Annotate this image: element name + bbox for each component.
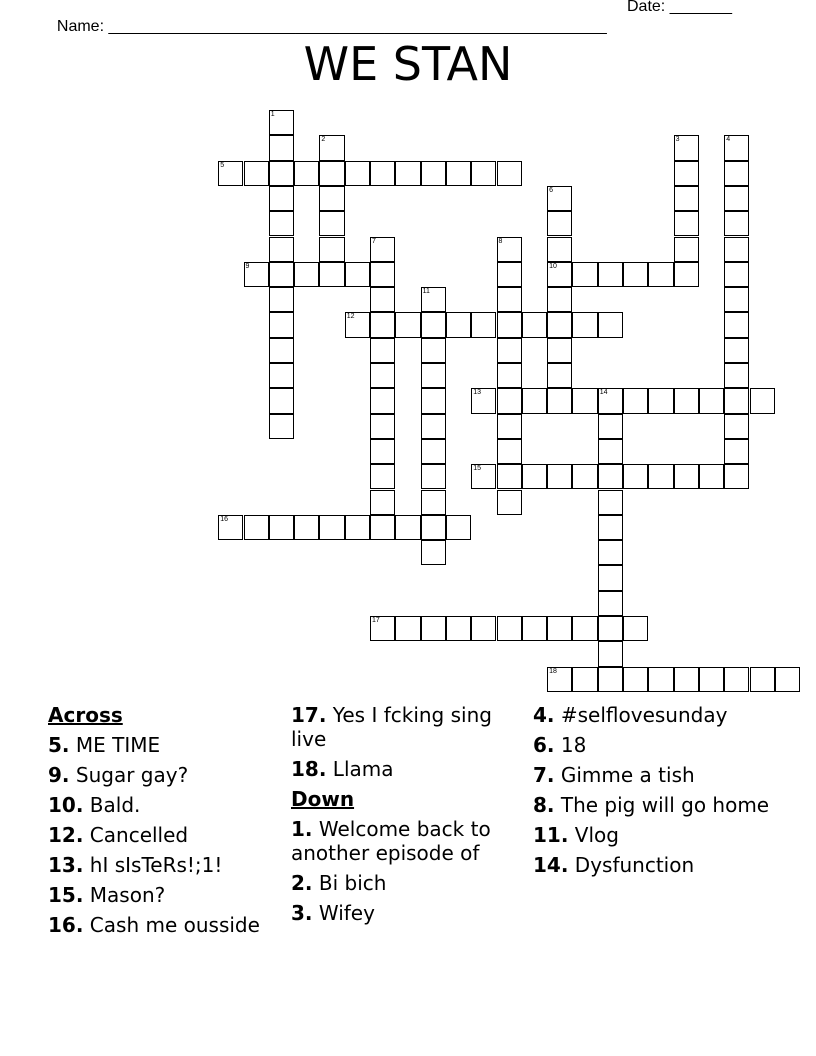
clue-text: Yes I fcking sing live	[291, 703, 492, 751]
grid-cell[interactable]	[699, 388, 724, 413]
clue-number: 17.	[291, 703, 327, 727]
grid-cell[interactable]	[269, 237, 294, 262]
grid-cell[interactable]	[724, 414, 749, 439]
clue-number: 3.	[291, 901, 313, 925]
grid-cell[interactable]	[497, 338, 522, 363]
clue-text: Mason?	[89, 883, 166, 907]
grid-cell[interactable]	[269, 287, 294, 312]
grid-cell[interactable]	[724, 237, 749, 262]
grid-cell[interactable]	[446, 312, 471, 337]
grid-cell[interactable]	[497, 464, 522, 489]
grid-cell[interactable]	[345, 161, 370, 186]
grid-cell[interactable]	[724, 363, 749, 388]
clue-down-4	[533, 703, 773, 727]
clue-number: 7.	[533, 763, 555, 787]
grid-cell[interactable]	[370, 363, 395, 388]
grid-cell[interactable]	[547, 211, 572, 236]
grid-cell[interactable]	[724, 667, 749, 692]
grid-cell[interactable]	[269, 515, 294, 540]
grid-cell[interactable]	[724, 186, 749, 211]
grid-cell[interactable]	[598, 616, 623, 641]
clue-across-12	[48, 823, 284, 847]
grid-cell[interactable]	[623, 464, 648, 489]
grid-cell[interactable]	[421, 490, 446, 515]
cell-number: 5	[220, 161, 225, 169]
cell-number: 2	[321, 136, 326, 144]
grid-cell[interactable]	[370, 616, 395, 641]
grid-cell[interactable]	[471, 312, 496, 337]
clue-text: Wifey	[318, 901, 375, 925]
grid-cell[interactable]	[370, 161, 395, 186]
grid-cell[interactable]	[522, 312, 547, 337]
grid-cell[interactable]	[724, 312, 749, 337]
cell-number: 8	[498, 237, 503, 245]
clue-across-5	[48, 733, 284, 757]
grid-cell[interactable]	[269, 262, 294, 287]
grid-cell[interactable]	[269, 312, 294, 337]
grid-cell[interactable]	[724, 464, 749, 489]
clue-text: Cancelled	[89, 823, 189, 847]
clue-number: 5.	[48, 733, 70, 757]
grid-cell[interactable]	[269, 363, 294, 388]
grid-cell[interactable]	[497, 161, 522, 186]
grid-cell[interactable]	[319, 135, 344, 160]
grid-cell[interactable]	[623, 388, 648, 413]
cell-number: 13	[473, 389, 481, 397]
grid-cell[interactable]	[674, 186, 699, 211]
cell-number: 6	[549, 186, 553, 194]
clue-number: 18.	[291, 757, 327, 781]
grid-cell[interactable]	[598, 262, 623, 287]
cell-number: 4	[726, 136, 731, 144]
grid-cell[interactable]	[244, 262, 269, 287]
clue-text: Bi bich	[318, 871, 387, 895]
clue-down-8	[533, 793, 773, 817]
grid-cell[interactable]	[623, 262, 648, 287]
grid-cell[interactable]	[345, 312, 370, 337]
grid-cell[interactable]	[699, 667, 724, 692]
grid-cell[interactable]	[547, 237, 572, 262]
grid-cell[interactable]	[370, 515, 395, 540]
date-field[interactable]: Date: _______	[627, 0, 732, 15]
clue-text: Vlog	[574, 823, 619, 847]
grid-cell[interactable]	[648, 464, 673, 489]
grid-cell[interactable]	[497, 388, 522, 413]
grid-cell[interactable]	[598, 540, 623, 565]
grid-cell[interactable]	[497, 312, 522, 337]
clue-across-13	[48, 853, 284, 877]
grid-cell[interactable]	[471, 464, 496, 489]
clue-number: 12.	[48, 823, 84, 847]
clue-text: Dysfunction	[574, 853, 695, 877]
clue-down-6	[533, 733, 773, 757]
grid-cell[interactable]	[497, 414, 522, 439]
grid-cell[interactable]	[674, 262, 699, 287]
grid-cell[interactable]	[269, 161, 294, 186]
grid-cell[interactable]	[218, 515, 243, 540]
grid-cell[interactable]	[547, 262, 572, 287]
grid-cell[interactable]	[522, 616, 547, 641]
grid-cell[interactable]	[598, 388, 623, 413]
grid-cell[interactable]	[244, 161, 269, 186]
grid-cell[interactable]	[572, 464, 597, 489]
cell-number: 10	[549, 262, 557, 270]
grid-cell[interactable]	[446, 515, 471, 540]
cell-number: 1	[270, 111, 275, 118]
clue-text: hI sIsTeRs!;1!	[89, 853, 223, 877]
grid-cell[interactable]	[421, 414, 446, 439]
clue-number: 2.	[291, 871, 313, 895]
grid-cell[interactable]	[497, 490, 522, 515]
grid-cell[interactable]	[598, 439, 623, 464]
grid-cell[interactable]	[395, 312, 420, 337]
grid-cell[interactable]	[446, 161, 471, 186]
grid-cell[interactable]	[674, 237, 699, 262]
grid-cell[interactable]	[269, 135, 294, 160]
grid-cell[interactable]	[395, 515, 420, 540]
grid-cell[interactable]	[395, 616, 420, 641]
grid-cell[interactable]	[471, 161, 496, 186]
clue-number: 13.	[48, 853, 84, 877]
clue-number: 15.	[48, 883, 84, 907]
clue-text: The pig will go home	[560, 793, 770, 817]
clue-across-18	[291, 757, 521, 781]
grid-cell[interactable]	[547, 363, 572, 388]
grid-cell[interactable]	[421, 515, 446, 540]
grid-cell[interactable]	[319, 237, 344, 262]
grid-cell[interactable]	[471, 616, 496, 641]
grid-cell[interactable]	[269, 186, 294, 211]
grid-cell[interactable]	[370, 237, 395, 262]
clue-across-16	[48, 913, 284, 937]
grid-cell[interactable]	[421, 540, 446, 565]
grid-cell[interactable]	[572, 388, 597, 413]
grid-cell[interactable]	[674, 464, 699, 489]
grid-cell[interactable]	[623, 616, 648, 641]
clue-down-1	[291, 817, 521, 865]
grid-cell[interactable]	[370, 388, 395, 413]
grid-cell[interactable]	[497, 363, 522, 388]
grid-cell[interactable]	[319, 161, 344, 186]
grid-cell[interactable]	[345, 262, 370, 287]
grid-cell[interactable]	[775, 667, 800, 692]
clue-number: 9.	[48, 763, 70, 787]
grid-cell[interactable]	[674, 135, 699, 160]
grid-cell[interactable]	[421, 464, 446, 489]
cell-number: 14	[599, 389, 608, 397]
grid-cell[interactable]	[547, 287, 572, 312]
cell-number: 12	[346, 313, 355, 321]
grid-cell[interactable]	[269, 388, 294, 413]
clue-down-14	[533, 853, 773, 877]
cell-number: 11	[422, 288, 430, 296]
grid-cell[interactable]	[395, 161, 420, 186]
clue-number: 14.	[533, 853, 569, 877]
grid-cell[interactable]	[421, 439, 446, 464]
cell-number: 16	[220, 515, 228, 523]
grid-cell[interactable]	[497, 287, 522, 312]
grid-cell[interactable]	[497, 237, 522, 262]
grid-cell[interactable]	[699, 464, 724, 489]
grid-cell[interactable]	[598, 464, 623, 489]
clue-text: #selflovesunday	[560, 703, 728, 727]
grid-cell[interactable]	[370, 312, 395, 337]
clue-number: 16.	[48, 913, 84, 937]
grid-cell[interactable]	[547, 186, 572, 211]
grid-cell[interactable]	[572, 312, 597, 337]
grid-cell[interactable]	[547, 616, 572, 641]
grid-cell[interactable]	[598, 591, 623, 616]
grid-cell[interactable]	[522, 464, 547, 489]
grid-cell[interactable]	[370, 262, 395, 287]
grid-cell[interactable]	[244, 515, 269, 540]
grid-cell[interactable]	[345, 515, 370, 540]
clue-down-7	[533, 763, 773, 787]
grid-cell[interactable]	[269, 211, 294, 236]
grid-cell[interactable]	[572, 616, 597, 641]
clue-down-3	[291, 901, 521, 925]
grid-cell[interactable]	[370, 464, 395, 489]
clue-across-10	[48, 793, 284, 817]
grid-cell[interactable]	[370, 287, 395, 312]
grid-cell[interactable]	[674, 161, 699, 186]
grid-cell[interactable]	[370, 338, 395, 363]
grid-cell[interactable]	[497, 262, 522, 287]
cell-number: 7	[372, 237, 376, 245]
clue-number: 4.	[533, 703, 555, 727]
clue-down-2	[291, 871, 521, 895]
grid-cell[interactable]	[294, 262, 319, 287]
grid-cell[interactable]	[421, 287, 446, 312]
cell-number: 18	[549, 667, 557, 675]
cell-number: 9	[245, 262, 250, 270]
grid-cell[interactable]	[421, 338, 446, 363]
grid-cell[interactable]	[446, 616, 471, 641]
grid-cell[interactable]	[547, 464, 572, 489]
grid-cell[interactable]	[471, 388, 496, 413]
grid-cell[interactable]	[674, 211, 699, 236]
grid-cell[interactable]	[547, 388, 572, 413]
grid-cell[interactable]	[674, 667, 699, 692]
clue-number: 8.	[533, 793, 555, 817]
grid-cell[interactable]	[598, 641, 623, 666]
grid-cell[interactable]	[648, 388, 673, 413]
down-heading: Down	[291, 787, 355, 811]
grid-cell[interactable]	[497, 439, 522, 464]
clue-down-11	[533, 823, 773, 847]
grid-cell[interactable]	[319, 211, 344, 236]
grid-cell[interactable]	[648, 667, 673, 692]
grid-cell[interactable]	[370, 490, 395, 515]
clue-number: 1.	[291, 817, 313, 841]
grid-cell[interactable]	[598, 312, 623, 337]
grid-cell[interactable]	[572, 262, 597, 287]
grid-cell[interactable]	[269, 110, 294, 135]
clue-text: Llama	[332, 757, 394, 781]
grid-cell[interactable]	[724, 135, 749, 160]
grid-cell[interactable]	[294, 515, 319, 540]
cell-number: 15	[473, 465, 481, 473]
grid-cell[interactable]	[497, 616, 522, 641]
grid-cell[interactable]	[269, 338, 294, 363]
grid-cell[interactable]	[724, 287, 749, 312]
grid-cell[interactable]	[522, 388, 547, 413]
clue-text: Gimme a tish	[560, 763, 695, 787]
grid-cell[interactable]	[218, 161, 243, 186]
grid-cell[interactable]	[421, 388, 446, 413]
clue-number: 6.	[533, 733, 555, 757]
grid-cell[interactable]	[421, 161, 446, 186]
grid-cell[interactable]	[598, 515, 623, 540]
name-field[interactable]: Name: ________________________________________________________	[56, 18, 607, 35]
grid-cell[interactable]	[547, 338, 572, 363]
clue-across-17	[291, 703, 521, 751]
grid-cell[interactable]	[750, 388, 775, 413]
across-heading: Across	[48, 703, 123, 727]
cell-number: 17	[372, 617, 380, 624]
grid-cell[interactable]	[421, 312, 446, 337]
grid-cell[interactable]	[547, 312, 572, 337]
grid-cell[interactable]	[319, 186, 344, 211]
grid-cell[interactable]	[674, 388, 699, 413]
grid-cell[interactable]	[370, 439, 395, 464]
clue-text: Cash me ousside	[89, 913, 260, 937]
grid-cell[interactable]	[294, 161, 319, 186]
clue-text: Sugar gay?	[75, 763, 189, 787]
grid-cell[interactable]	[724, 161, 749, 186]
grid-cell[interactable]	[724, 439, 749, 464]
clue-number: 11.	[533, 823, 569, 847]
grid-cell[interactable]	[370, 414, 395, 439]
clue-text: Welcome back to another episode of	[291, 817, 491, 865]
grid-cell[interactable]	[572, 667, 597, 692]
grid-cell[interactable]	[269, 414, 294, 439]
grid-cell[interactable]	[598, 490, 623, 515]
grid-cell[interactable]	[547, 667, 572, 692]
clue-across-9	[48, 763, 284, 787]
cell-number: 3	[675, 136, 680, 144]
clues-column-3	[533, 703, 773, 883]
grid-cell[interactable]	[598, 565, 623, 590]
grid-cell[interactable]	[724, 338, 749, 363]
clues-column-1	[48, 703, 284, 943]
grid-cell[interactable]	[319, 515, 344, 540]
clue-across-15	[48, 883, 284, 907]
grid-cell[interactable]	[598, 667, 623, 692]
grid-cell[interactable]	[319, 262, 344, 287]
clue-text: ME TIME	[75, 733, 161, 757]
grid-cell[interactable]	[648, 262, 673, 287]
grid-cell[interactable]	[421, 363, 446, 388]
grid-cell[interactable]	[724, 262, 749, 287]
clue-text: 18	[560, 733, 587, 757]
grid-cell[interactable]	[724, 211, 749, 236]
grid-cell[interactable]	[421, 616, 446, 641]
grid-cell[interactable]	[724, 388, 749, 413]
clue-text: Bald.	[89, 793, 141, 817]
clues-column-2	[291, 703, 521, 931]
grid-cell[interactable]	[623, 667, 648, 692]
grid-cell[interactable]	[598, 414, 623, 439]
grid-cell[interactable]	[750, 667, 775, 692]
puzzle-title: WE STAN	[303, 37, 513, 91]
clue-number: 10.	[48, 793, 84, 817]
